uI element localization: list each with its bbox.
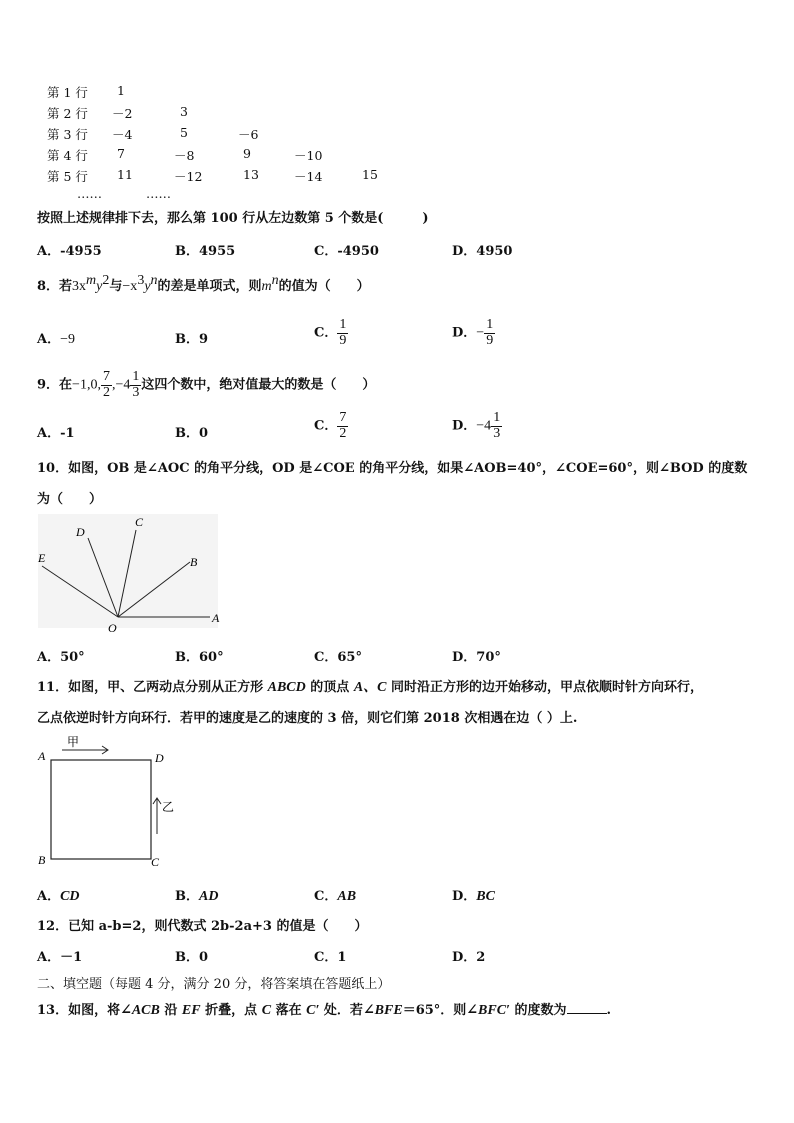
table-cell: －12 <box>174 169 203 184</box>
table-cell: 7 <box>117 146 125 161</box>
label-e: E <box>38 551 46 565</box>
q11-option-a: A．CD <box>37 889 80 904</box>
row-label: 第 4 行 <box>47 148 88 163</box>
table-cell: 13 <box>243 167 259 182</box>
q10-option-c: C．65° <box>314 650 362 665</box>
row-label: 第 3 行 <box>47 127 88 142</box>
question-7-text: 按照上述规律排下去，那么第 100 行从左边数第 5 个数是( ) <box>37 211 429 226</box>
answer-blank[interactable] <box>567 1001 607 1014</box>
label-yi: 乙 <box>162 800 175 814</box>
table-cell: 3 <box>180 104 188 119</box>
square-abcd <box>51 760 151 859</box>
table-cell: －8 <box>174 148 195 163</box>
q12-option-c: C．1 <box>314 950 347 965</box>
q10-option-d: D．70° <box>452 650 501 665</box>
q8-option-a: A．−9 <box>37 332 75 347</box>
q12-option-a: A．－1 <box>37 950 83 965</box>
angle-figure <box>30 510 230 635</box>
q9-option-c: C． $\frac{7}{2}$ <box>314 410 347 441</box>
table-cell: 5 <box>180 125 188 140</box>
q8-option-d: D．− $\frac{1}{9}$ <box>452 317 494 348</box>
question-8-text: 8．若$3x^my^2$与$-x^3y^n$的差是单项式，则$m^n$的值为（ ） <box>37 273 370 294</box>
label-a: A <box>38 749 46 763</box>
question-10-text-line2: 为（ ） <box>37 492 103 507</box>
q8-option-b: B．9 <box>175 332 209 347</box>
label-c: C <box>151 855 160 869</box>
label-d: D <box>76 525 85 539</box>
question-12-text: 12．已知 a-b=2，则代数式 2b-2a+3 的值是（ ） <box>37 919 368 934</box>
q11-option-b: B．AD <box>175 889 219 904</box>
ellipsis: …… <box>77 186 102 201</box>
q7-option-b: B．4955 <box>175 244 236 259</box>
q7-option-c: C．-4950 <box>314 244 379 259</box>
row-label: 第 2 行 <box>47 106 88 121</box>
row-label: 第 5 行 <box>47 169 88 184</box>
label-a: A <box>212 611 220 625</box>
ellipsis: …… <box>146 186 171 201</box>
table-cell: －4 <box>112 127 133 142</box>
table-cell: 11 <box>117 167 133 182</box>
q7-option-d: D．4950 <box>452 244 513 259</box>
section-2-title: 二、填空题（每题 4 分，满分 20 分，将答案填在答题纸上） <box>37 977 391 992</box>
table-cell: －14 <box>294 169 323 184</box>
table-cell: －10 <box>294 148 323 163</box>
question-11-text: 11．如图，甲、乙两动点分别从正方形 ABCD 的顶点 A、C 同时沿正方形的边开始移动，甲点依顺时针方向环行， <box>37 680 704 695</box>
question-13-text: 13．如图，将∠ACB 沿 EF 折叠，点 C 落在 C′ 处．若∠BFE＝65°．则∠BFC′ 的度数为 . <box>37 1003 612 1018</box>
square-figure <box>34 730 184 870</box>
question-11-text-line2: 乙点依逆时针方向环行．若甲的速度是乙的速度的 3 倍，则它们第 2018 次相遇在边（ ）上. <box>37 711 578 726</box>
label-o: O <box>108 621 117 635</box>
table-cell: 9 <box>243 146 251 161</box>
q7-option-a: A．-4955 <box>37 244 102 259</box>
q12-option-b: B．0 <box>175 950 209 965</box>
q9-option-b: B．0 <box>175 426 209 441</box>
label-b: B <box>190 555 198 569</box>
table-cell: －2 <box>112 106 133 121</box>
question-9-text: 9．在−1,0, $\frac{7}{2}$ ,−4 $\frac{1}{3}$ 这四个数中，绝对值最大的数是（ ） <box>37 369 376 400</box>
label-jia: 甲 <box>67 735 80 749</box>
q10-option-b: B．60° <box>175 650 224 665</box>
row-label: 第 1 行 <box>47 85 88 100</box>
table-cell: 15 <box>362 167 378 182</box>
q11-option-d: D．BC <box>452 889 495 904</box>
q8-option-c: C． $\frac{1}{9}$ <box>314 317 347 348</box>
label-c: C <box>135 515 144 529</box>
q11-option-c: C．AB <box>314 889 357 904</box>
q12-option-d: D．2 <box>452 950 486 965</box>
label-b: B <box>38 853 46 867</box>
q9-option-a: A．-1 <box>37 426 75 441</box>
label-d: D <box>155 751 164 765</box>
q10-option-a: A．50° <box>37 650 85 665</box>
table-cell: －6 <box>238 127 259 142</box>
question-10-text: 10．如图，OB 是∠AOC 的角平分线，OD 是∠COE 的角平分线，如果∠AOB=40°，∠COE=60°，则∠BOD 的度数 <box>37 461 748 476</box>
q9-option-d: D．−4 $\frac{1}{3}$ <box>452 410 501 441</box>
table-cell: 1 <box>117 83 125 98</box>
